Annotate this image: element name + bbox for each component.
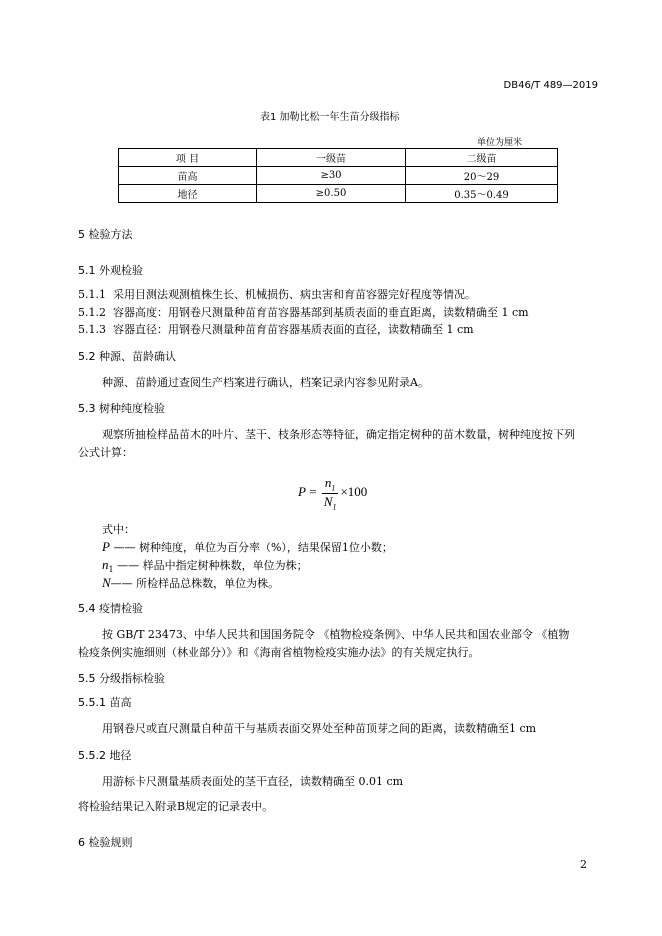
definition-text: —— 样品中指定树种株数，单位为株； (117, 559, 308, 572)
definition-text: —— 所检样品总株数，单位为株。 (110, 577, 280, 590)
table-row (119, 185, 558, 203)
section-5-3-heading: 5.3 树种纯度检验 (78, 402, 165, 415)
section-5-4-body-line1: 按 GB/T 23473、中华人民共和国国务院令 《植物检疫条例》、中华人民共和国农业部令 《植物 (102, 628, 570, 641)
clause-number: 5.1.3 (78, 323, 106, 336)
section-6-heading: 6 检验规则 (78, 836, 133, 849)
section-5-3-body-line2: 公式计算： (78, 446, 133, 459)
table-header-row (119, 149, 558, 167)
section-5-5-2-note: 将检验结果记入附录B规定的记录表中。 (78, 800, 274, 813)
where-label: 式中： (102, 523, 135, 536)
definition-n1: $n_1$ —— 样品中指定树种株数，单位为株； (102, 557, 308, 575)
section-5-4-body-line2: 检疫条例实施细则（林业部分）》和《海南省植物检疫实施办法》的有关规定执行。 (78, 646, 480, 659)
definition-n (102, 575, 279, 592)
unit-note: 单位为厘米 (476, 138, 522, 148)
table-cell: ≥0.50 (257, 185, 406, 203)
symbol: P (102, 539, 110, 554)
table-cell: 苗高 (119, 167, 257, 185)
column-header: 二级苗 (406, 149, 558, 167)
clause-5-1-1 (78, 286, 476, 302)
grading-table (118, 148, 558, 203)
table-cell: ≥30 (257, 167, 406, 185)
section-5-5-1-body: 用钢卷尺或直尺测量自种苗干与基质表面交界处至种苗顶芽之间的距离，读数精确至1 cm (102, 722, 537, 735)
section-5-5-2-body: 用游标卡尺测量基质表面处的茎干直径，读数精确至 0.01 cm (102, 775, 404, 788)
formula-denominator: $N_1$ (323, 493, 337, 512)
formula-fraction (322, 475, 339, 511)
section-5-5-heading: 5.5 分级指标检验 (78, 672, 165, 685)
section-5-2-heading: 5.2 种源、苗龄确认 (78, 350, 176, 363)
section-5-heading: 5 检验方法 (78, 228, 133, 241)
clause-text: 容器高度：用钢卷尺测量种苗育苗容器基部到基质表面的垂直距离，读数精确至 1 cm (113, 306, 529, 319)
formula-numerator: $n_1$ (322, 475, 339, 494)
table-cell: 20～29 (406, 167, 558, 185)
clause-number: 5.1.2 (78, 306, 106, 319)
section-5-3-body-line1: 观察所抽检样品苗木的叶片、茎干、枝条形态等特征，确定指定树种的苗木数量，树种纯度按下列 (102, 428, 575, 441)
definition-p (102, 539, 393, 556)
document-code: DB46/T 489—2019 (503, 80, 598, 91)
formula-equals: = (309, 484, 317, 500)
section-5-1-heading: 5.1 外观检验 (78, 264, 143, 277)
column-header: 项 目 (119, 149, 257, 167)
definition-text: —— 树种纯度，单位为百分率（%），结果保留1位小数； (113, 541, 393, 554)
section-5-5-1-heading: 5.5.1 苗高 (78, 696, 132, 709)
table-row (119, 167, 558, 185)
purity-formula (298, 475, 367, 511)
clause-text: 采用目测法观测植株生长、机械损伤、病虫害和育苗容器完好程度等情况。 (113, 288, 476, 301)
clause-5-1-3 (78, 321, 474, 337)
formula-multiplier: ×100 (340, 484, 368, 500)
page-number: 2 (580, 858, 587, 871)
table-caption: 表1 加勒比松一年生苗分级指标 (260, 112, 400, 123)
formula-lhs: P (298, 484, 306, 500)
section-5-5-2-heading: 5.5.2 地径 (78, 749, 132, 762)
column-header: 一级苗 (257, 149, 406, 167)
symbol: n (102, 557, 109, 572)
table-cell: 0.35～0.49 (406, 185, 558, 203)
symbol: N (102, 575, 111, 590)
clause-text: 容器直径：用钢卷尺测量种苗育苗容器基质表面的直径，读数精确至 1 cm (113, 323, 474, 336)
clause-5-1-2 (78, 304, 529, 320)
clause-number: 5.1.1 (78, 288, 106, 301)
section-5-4-heading: 5.4 疫情检验 (78, 602, 143, 615)
section-5-2-body: 种源、苗龄通过查阅生产档案进行确认，档案记录内容参见附录A。 (102, 376, 429, 389)
table-cell: 地径 (119, 185, 257, 203)
